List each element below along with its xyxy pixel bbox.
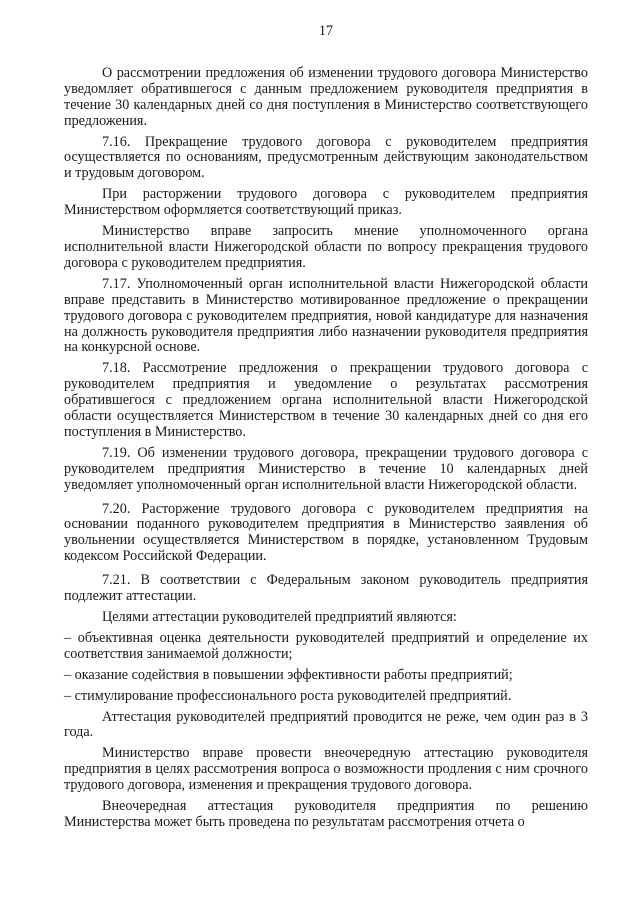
list-item-efficiency-assistance: – оказание содействия в повышении эффективности работы предприятий;: [64, 666, 513, 683]
document-page: [64, 24, 588, 831]
paragraph-7-20: 7.20. Расторжение трудового договора с руководителем предприятия на основании поданного руководителем предприятия в Министерство заявления об увольнении осуществляется Министерством в порядке, установленном Трудовым кодексом Российской Федерации.: [64, 500, 588, 565]
paragraph-termination-order: При расторжении трудового договора с руководителем предприятия Министерством оформляется соответствующий приказ.: [64, 186, 588, 219]
paragraph-ministry-request: Министерство вправе запросить мнение уполномоченного органа исполнительной власти Нижегородской области по вопросу прекращения трудового договора с руководителем предприятия.: [64, 223, 588, 271]
page-number: 17: [318, 23, 334, 39]
paragraph-7-21: 7.21. В соответствии с Федеральным законом руководитель предприятия подлежит аттестации.: [64, 572, 588, 605]
paragraph-7-16: 7.16. Прекращение трудового договора с руководителем предприятия осуществляется по основаниям, предусмотренным действующим законодательством и трудовым договором.: [64, 133, 588, 182]
paragraph-7-18: 7.18. Рассмотрение предложения о прекращении трудового договора с руководителем предприятия и уведомление о результатах рассмотрения обратившегося с предложением органа исполнительной власти Нижегородской области осуществляется Министерством в течение 30 календарных дней со дня его поступления в Министерство.: [64, 360, 588, 440]
paragraph-extraordinary-attestation-decision: Внеочередная аттестация руководителя предприятия по решению Министерства может быть проведена по результатам рассмотрения отчета о: [64, 798, 588, 830]
paragraph-contract-change-notice: О рассмотрении предложения об изменении трудового договора Министерство уведомляет обратившегося с данным предложением руководителя предприятия в течение 30 календарных дней со дня поступления в Министерство соответствующего предложения.: [64, 64, 588, 129]
paragraph-attestation-goals: Целями аттестации руководителей предприятий являются:: [102, 609, 457, 625]
list-item-professional-growth: – стимулирование профессионального роста руководителей предприятий.: [64, 687, 512, 704]
paragraph-extraordinary-attestation: Министерство вправе провести внеочередную аттестацию руководителя предприятия в целях рассмотрения вопроса о возможности продления с ним срочного трудового договора, изменения и прекращения трудового договора.: [64, 745, 588, 794]
paragraph-7-17: 7.17. Уполномоченный орган исполнительной власти Нижегородской области вправе представить в Министерство мотивированное предложение о прекращении трудового договора с руководителем предприятия, новой кандидатуре для назначения на должность руководителя предприятия либо назначении руководителя предприятия на конкурсной основе.: [64, 275, 588, 356]
paragraph-7-19: 7.19. Об изменении трудового договора, прекращении трудового договора с руководителем предприятия Министерство в течение 10 календарных дней уведомляет уполномоченный орган исполнительной власти Нижегородской области.: [64, 444, 588, 493]
list-item-objective-assessment: – объективная оценка деятельности руководителей предприятий и определение их соответствия занимаемой должности;: [64, 629, 588, 662]
paragraph-attestation-frequency: Аттестация руководителей предприятий проводится не реже, чем один раз в 3 года.: [64, 708, 588, 741]
